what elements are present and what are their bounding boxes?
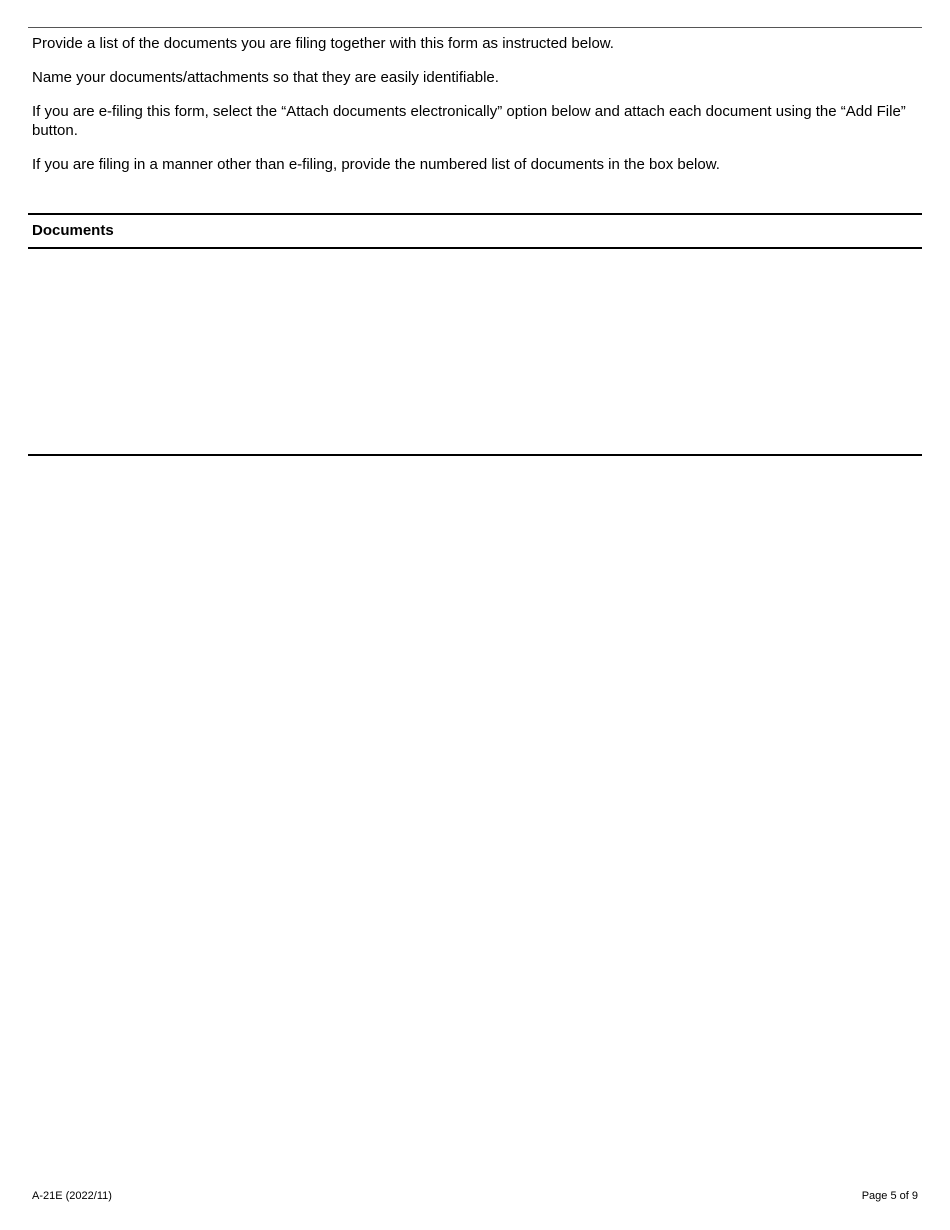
page-number: Page 5 of 9 [861,1190,918,1202]
documents-bottom-divider [28,454,922,456]
documents-heading: Documents [32,222,114,239]
instruction-provide-list: Provide a list of the documents you are filing together with this form as instructed below. [32,35,614,52]
top-divider [28,27,922,28]
documents-top-divider [28,213,922,215]
documents-list-field[interactable] [28,249,922,454]
instruction-other-filing: If you are filing in a manner other than e-filing, provide the numbered list of documents in the box below. [32,156,720,173]
instruction-name-documents: Name your documents/attachments so that they are easily identifiable. [32,69,499,86]
instructions-section [32,34,912,189]
form-identifier: A-21E (2022/11) [32,1190,112,1202]
instruction-e-filing: If you are e-filing this form, select the “Attach documents electronically” option below and attach each document using the “Add File” button. [32,103,906,139]
